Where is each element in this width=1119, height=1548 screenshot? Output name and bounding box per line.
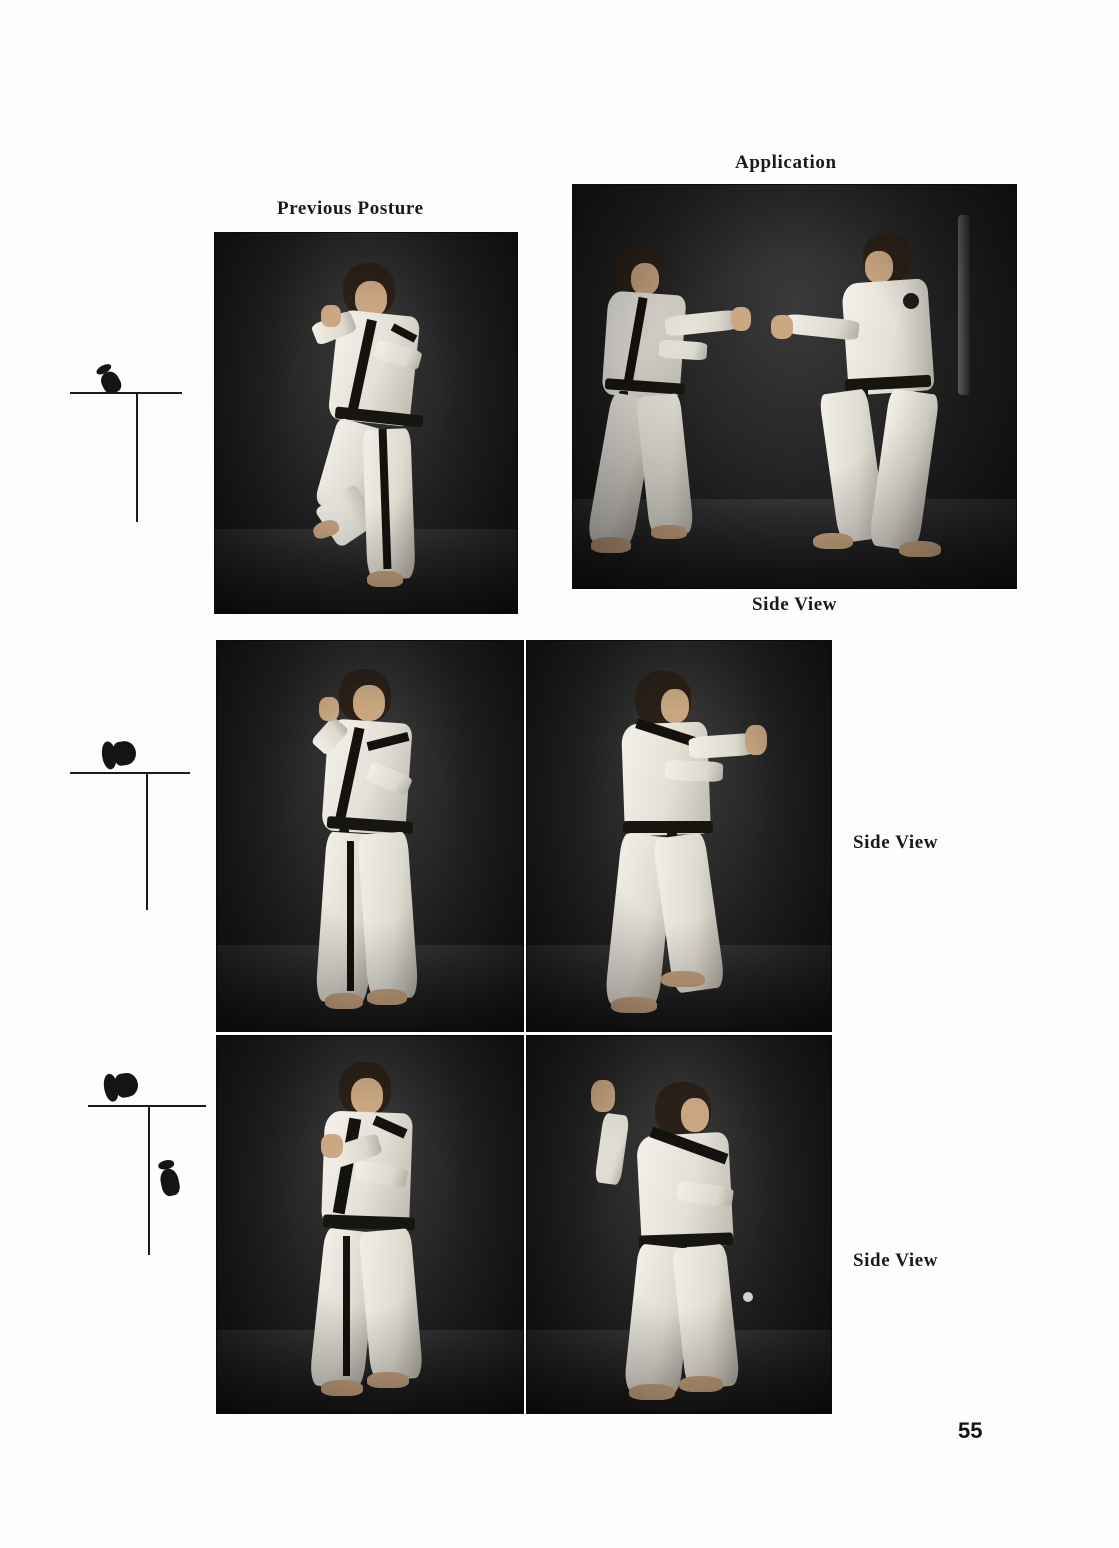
footprint-right-foot-icon bbox=[156, 1159, 181, 1198]
footprint-left-foot-icon bbox=[100, 738, 138, 770]
diagram-horizontal-line bbox=[70, 392, 182, 394]
front-view-photo-row3 bbox=[217, 1036, 523, 1413]
diagram-vertical-line bbox=[136, 392, 138, 522]
footprint-left-foot-icon bbox=[102, 1069, 140, 1102]
side-view-photo-row3 bbox=[527, 1036, 831, 1413]
caption-previous-posture: Previous Posture bbox=[277, 198, 424, 219]
caption-side-view-1: Side View bbox=[752, 594, 838, 615]
caption-application: Application bbox=[735, 152, 837, 173]
side-view-photo-row2 bbox=[527, 641, 831, 1031]
front-view-photo-row2 bbox=[217, 641, 523, 1031]
diagram-vertical-line bbox=[146, 772, 148, 910]
page-number: 55 bbox=[958, 1418, 983, 1443]
diagram-horizontal-line bbox=[70, 772, 190, 774]
footwork-diagram-1 bbox=[70, 360, 190, 530]
diagram-vertical-line bbox=[148, 1105, 150, 1255]
footwork-diagram-3 bbox=[70, 1060, 205, 1260]
application-photo bbox=[573, 185, 1016, 588]
footwork-diagram-2 bbox=[70, 730, 200, 910]
caption-side-view-2: Side View bbox=[853, 832, 939, 853]
diagram-horizontal-line bbox=[88, 1105, 206, 1107]
previous-posture-photo bbox=[215, 233, 517, 613]
caption-side-view-3: Side View bbox=[853, 1250, 939, 1271]
